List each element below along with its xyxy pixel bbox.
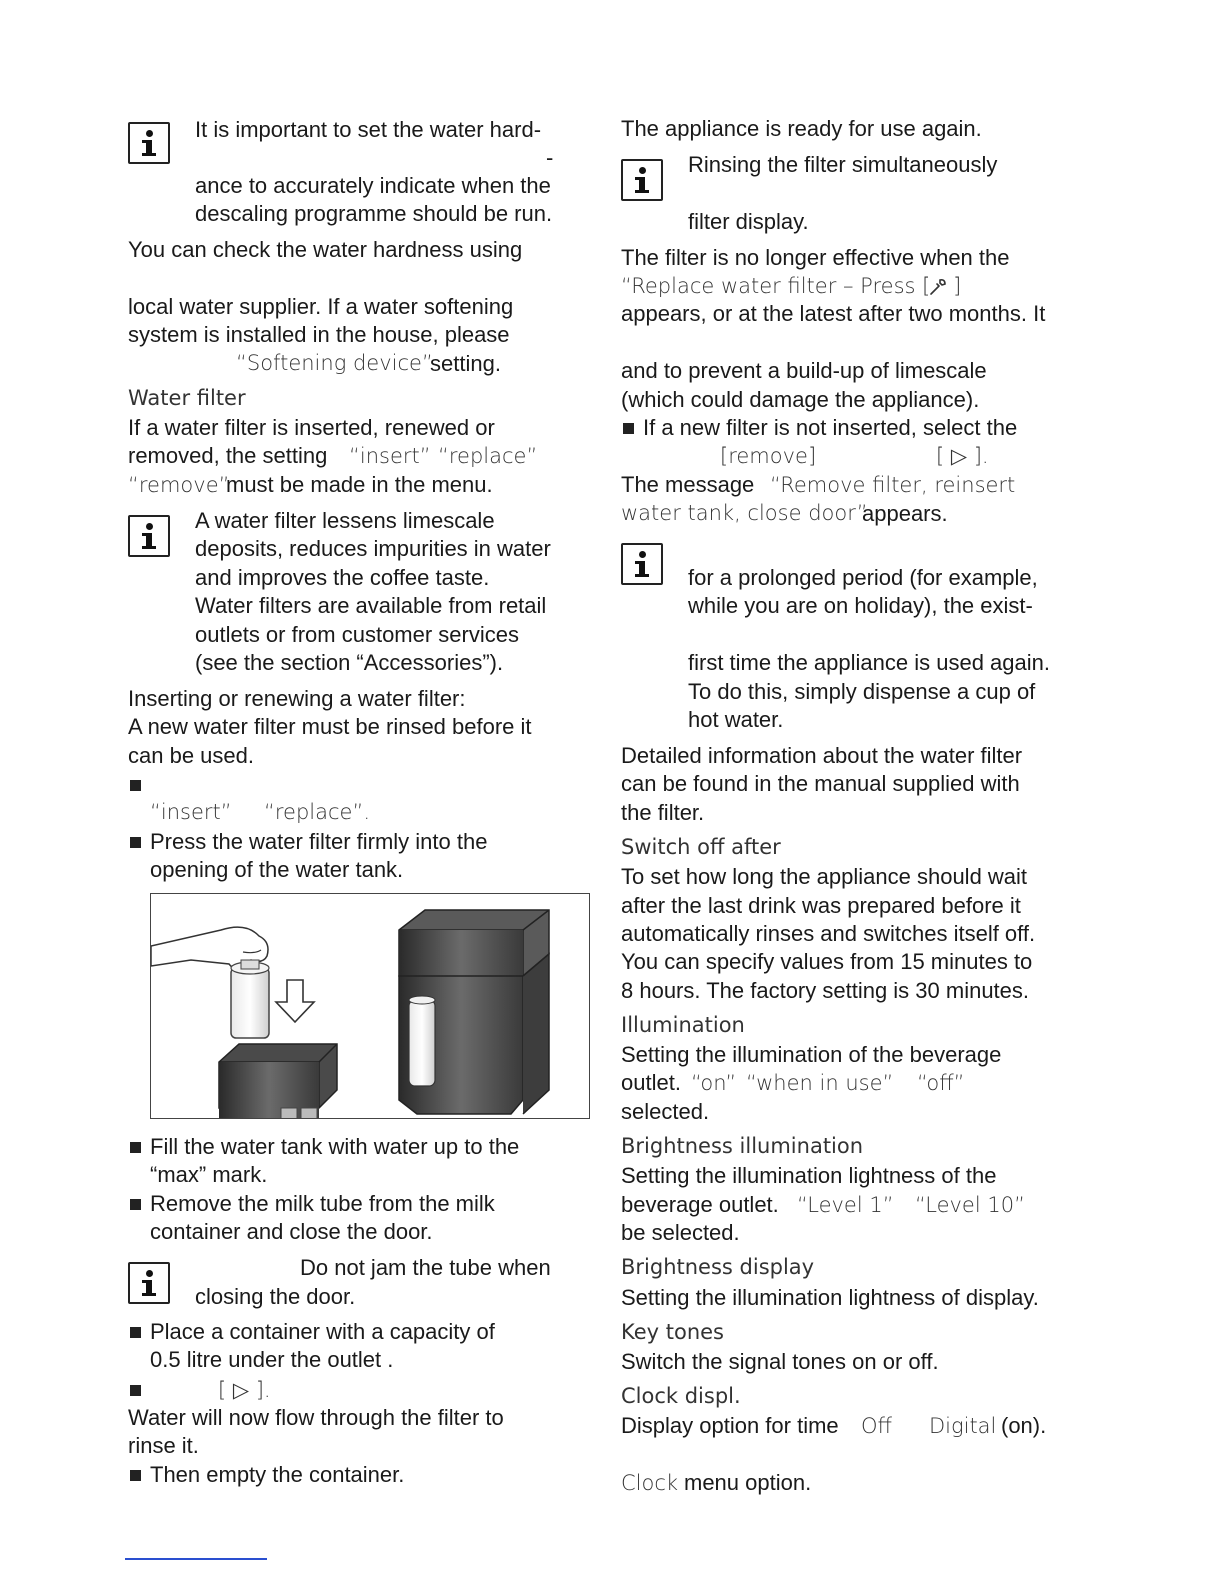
option-on: “on” bbox=[691, 1071, 737, 1095]
note-water-hardness-4: descaling programme should be run. bbox=[195, 201, 553, 226]
paragraph-line: setting. bbox=[430, 351, 501, 376]
remove-filter-message: “Remove filter, reinsert bbox=[770, 473, 1016, 497]
paragraph-line: You can check the water hardness using bbox=[128, 237, 523, 262]
note-water-hardness-3: ance to accurately indicate when the bbox=[195, 173, 551, 198]
option-replace: “replace”. bbox=[264, 800, 371, 824]
bullet-marker bbox=[130, 1470, 141, 1481]
note-filter-line: A water filter lessens limescale bbox=[195, 508, 495, 533]
switch-off-heading: Switch off after bbox=[621, 835, 781, 859]
option-insert: “insert” bbox=[349, 444, 431, 468]
paragraph-line: Water will now flow through the filter to bbox=[128, 1405, 504, 1430]
paragraph-line: Setting the illumination of the beverage bbox=[621, 1042, 1002, 1067]
info-icon bbox=[128, 122, 170, 164]
option-level-1: “Level 1” bbox=[797, 1193, 894, 1217]
paragraph-line: selected. bbox=[621, 1099, 710, 1124]
paragraph-line: appears. bbox=[862, 501, 948, 526]
note-holiday-line: for a prolonged period (for example, bbox=[688, 565, 1038, 590]
bullet-marker bbox=[130, 1327, 141, 1338]
bullet-marker bbox=[130, 1385, 141, 1396]
option-replace: “replace” bbox=[438, 444, 538, 468]
bullet-text: Then empty the container. bbox=[150, 1462, 405, 1487]
note-holiday-line: hot water. bbox=[688, 707, 784, 732]
bullet-marker bbox=[130, 837, 141, 848]
wrench-icon bbox=[928, 277, 948, 297]
paragraph-line: To set how long the appliance should wait bbox=[621, 864, 1028, 889]
bullet-marker bbox=[130, 780, 141, 791]
bullet-text: “max” mark. bbox=[150, 1162, 268, 1187]
option-insert: “insert” bbox=[150, 800, 232, 824]
paragraph-line: (which could damage the appliance). bbox=[621, 387, 980, 412]
option-when-in-use: “when in use” bbox=[746, 1071, 894, 1095]
paragraph-line: A new water filter must be rinsed before it bbox=[128, 714, 532, 739]
option-off: Off bbox=[861, 1414, 892, 1438]
paragraph-line: automatically rinses and switches itself off. bbox=[621, 921, 1036, 946]
paragraph-line: appears, or at the latest after two months. It bbox=[621, 301, 1046, 326]
note-holiday-line: To do this, simply dispense a cup of bbox=[688, 679, 1036, 704]
option-remove: “remove” bbox=[128, 473, 230, 497]
brightness-display-heading: Brightness display bbox=[621, 1255, 815, 1279]
paragraph-line: menu option. bbox=[684, 1470, 812, 1495]
note-tube-line: Do not jam the tube when bbox=[300, 1255, 551, 1280]
filter-insertion-drawing bbox=[151, 894, 590, 1119]
note-holiday-line: first time the appliance is used again. bbox=[688, 650, 1050, 675]
paragraph-line: The filter is no longer effective when the bbox=[621, 245, 1010, 270]
paragraph-line: Switch the signal tones on or off. bbox=[621, 1349, 939, 1374]
water-filter-illustration bbox=[150, 893, 590, 1119]
paragraph-line: be selected. bbox=[621, 1220, 740, 1245]
option-remove: [remove] bbox=[720, 444, 817, 468]
paragraph-line: The message bbox=[621, 472, 755, 497]
illumination-heading: Illumination bbox=[621, 1013, 745, 1037]
paragraph-line: system is installed in the house, please bbox=[128, 322, 510, 347]
bullet-text: Fill the water tank with water up to the bbox=[150, 1134, 520, 1159]
paragraph-line: local water supplier. If a water softening bbox=[128, 294, 514, 319]
note-filter-line: Water filters are available from retail bbox=[195, 593, 547, 618]
footnote-divider bbox=[125, 1558, 267, 1560]
note-filter-line: and improves the coffee taste. bbox=[195, 565, 490, 590]
paragraph-line: Setting the illumination lightness of display. bbox=[621, 1285, 1039, 1310]
paragraph-line: removed, the setting bbox=[128, 443, 328, 468]
option-off: “off” bbox=[917, 1071, 965, 1095]
paragraph-line: rinse it. bbox=[128, 1433, 199, 1458]
bullet-text: 0.5 litre under the outlet . bbox=[150, 1347, 394, 1372]
note-rinse-line: Rinsing the filter simultaneously bbox=[688, 152, 998, 177]
bullet-text: Place a container with a capacity of bbox=[150, 1319, 495, 1344]
option-digital: Digital bbox=[929, 1414, 997, 1438]
info-icon bbox=[128, 515, 170, 557]
option-level-10: “Level 10” bbox=[915, 1193, 1025, 1217]
paragraph-line: beverage outlet. bbox=[621, 1192, 779, 1217]
bullet-text: If a new filter is not inserted, select the bbox=[643, 415, 1018, 440]
bullet-text: Remove the milk tube from the milk bbox=[150, 1191, 495, 1216]
softening-device-option: “Softening device” bbox=[236, 351, 433, 375]
paragraph-line: must be made in the menu. bbox=[226, 472, 493, 497]
paragraph-line: Detailed information about the water filter bbox=[621, 743, 1023, 768]
replace-filter-message: “Replace water filter – Press [ bbox=[621, 274, 931, 298]
replace-filter-message-end: ] bbox=[953, 274, 962, 298]
paragraph-line: Setting the illumination lightness of the bbox=[621, 1163, 997, 1188]
note-filter-line: (see the section “Accessories”). bbox=[195, 650, 504, 675]
note-holiday-line: while you are on holiday), the exist- bbox=[688, 593, 1033, 618]
paragraph-line: can be found in the manual supplied with bbox=[621, 771, 1020, 796]
start-key-symbol: [ ▷ ]. bbox=[936, 444, 989, 468]
remove-filter-message: water tank, close door” bbox=[621, 501, 868, 525]
clock-menu-name: Clock bbox=[621, 1471, 679, 1495]
paragraph-line: 8 hours. The factory setting is 30 minutes. bbox=[621, 978, 1030, 1003]
bullet-marker bbox=[130, 1199, 141, 1210]
paragraph-line: the filter. bbox=[621, 800, 705, 825]
paragraph-line: The appliance is ready for use again. bbox=[621, 116, 982, 141]
bullet-text: container and close the door. bbox=[150, 1219, 433, 1244]
note-water-hardness-2: - bbox=[546, 145, 554, 170]
note-tube-line: closing the door. bbox=[195, 1284, 356, 1309]
paragraph-line: You can specify values from 15 minutes to bbox=[621, 949, 1033, 974]
paragraph-line: (on). bbox=[1001, 1413, 1047, 1438]
bullet-marker bbox=[130, 1142, 141, 1153]
note-water-hardness-1: It is important to set the water hard- bbox=[195, 117, 542, 142]
paragraph-line: can be used. bbox=[128, 743, 254, 768]
paragraph-line: outlet. bbox=[621, 1070, 681, 1095]
paragraph-line: after the last drink was prepared before it bbox=[621, 893, 1021, 918]
note-filter-line: outlets or from customer services bbox=[195, 622, 519, 647]
start-key-symbol: [ ▷ ]. bbox=[218, 1378, 271, 1402]
paragraph-line: Display option for time bbox=[621, 1413, 839, 1438]
paragraph-line: If a water filter is inserted, renewed or bbox=[128, 415, 495, 440]
paragraph-line: and to prevent a build-up of limescale bbox=[621, 358, 987, 383]
bullet-text: opening of the water tank. bbox=[150, 857, 404, 882]
bullet-text: Press the water filter firmly into the bbox=[150, 829, 488, 854]
bullet-marker bbox=[623, 423, 634, 434]
water-filter-heading: Water filter bbox=[128, 386, 246, 410]
clock-display-heading: Clock displ. bbox=[621, 1384, 741, 1408]
info-icon bbox=[621, 543, 663, 585]
note-rinse-line: filter display. bbox=[688, 209, 809, 234]
info-icon bbox=[621, 159, 663, 201]
info-icon bbox=[128, 1262, 170, 1304]
key-tones-heading: Key tones bbox=[621, 1320, 725, 1344]
brightness-illumination-heading: Brightness illumination bbox=[621, 1134, 864, 1158]
paragraph-line: Inserting or renewing a water filter: bbox=[128, 686, 466, 711]
note-filter-line: deposits, reduces impurities in water bbox=[195, 536, 551, 561]
